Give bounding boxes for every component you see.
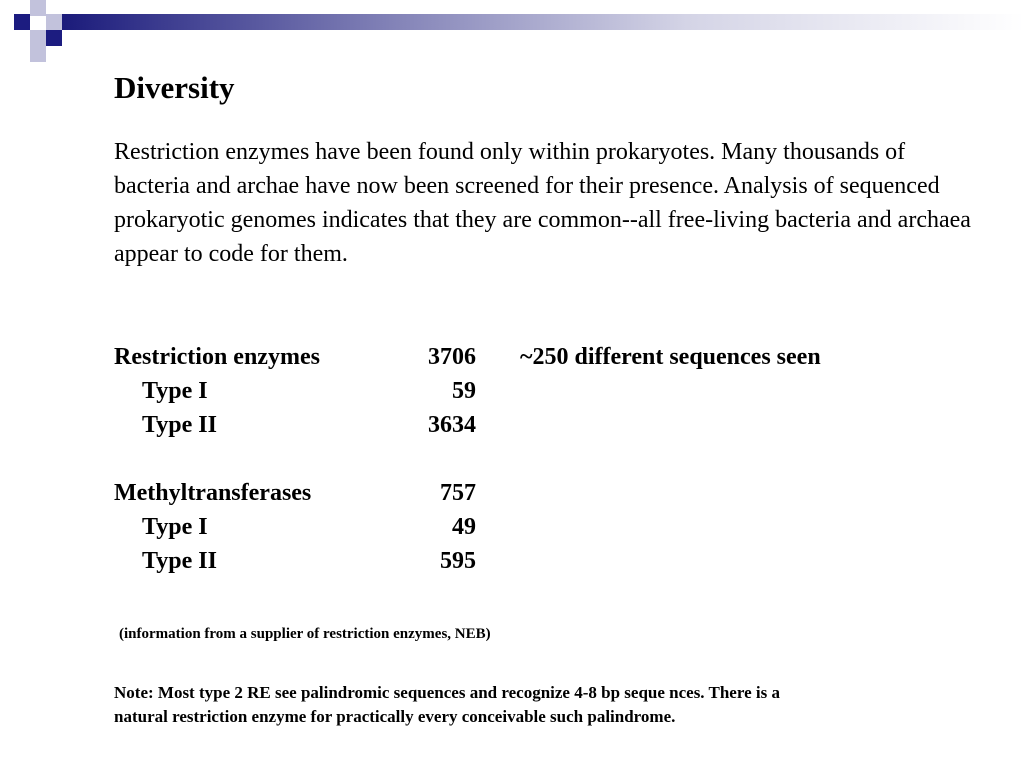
header-gradient-bar xyxy=(60,14,1024,30)
header-square-6 xyxy=(30,46,46,62)
enzyme-counts-table xyxy=(114,340,934,578)
header-square-4 xyxy=(30,30,46,46)
row-label: Type I xyxy=(142,378,208,404)
row-value: 595 xyxy=(440,548,476,574)
row-label: Methyltransferases xyxy=(114,480,312,506)
footnote xyxy=(114,681,954,729)
footnote-line-2: natural restriction enzyme for practically every conceivable such palindrome. xyxy=(114,707,676,726)
row-value: 3706 xyxy=(428,344,476,370)
table-row xyxy=(114,544,934,578)
row-value: 59 xyxy=(452,378,476,404)
table-spacer xyxy=(114,442,934,476)
header-square-5 xyxy=(46,30,62,46)
table-row xyxy=(114,408,934,442)
row-value: 49 xyxy=(452,514,476,540)
table-row xyxy=(114,340,934,374)
header-decoration xyxy=(0,0,1024,62)
intro-paragraph: Restriction enzymes have been found only within prokaryotes. Many thousands of bacteria and archae have now been screened for their presence. Analysis of sequenced prokaryotic genomes indicates that they are common--all free-living bacteria and archaea appear to code for them. xyxy=(114,139,971,267)
row-label: Restriction enzymes xyxy=(114,344,320,370)
table-row xyxy=(114,510,934,544)
header-square-1 xyxy=(14,14,30,30)
row-note: ~250 different sequences seen xyxy=(520,344,821,370)
row-value: 757 xyxy=(440,480,476,506)
table-row xyxy=(114,374,934,408)
header-square-2 xyxy=(30,0,46,16)
row-label: Type I xyxy=(142,514,208,540)
header-square-3 xyxy=(46,14,62,30)
row-label: Type II xyxy=(142,548,217,574)
footnote-line-1: Note: Most type 2 RE see palindromic sequences and recognize 4-8 bp seque nces. There is a xyxy=(114,683,780,702)
row-value: 3634 xyxy=(428,412,476,438)
source-citation: (information from a supplier of restriction enzymes, NEB) xyxy=(119,626,491,642)
row-label: Type II xyxy=(142,412,217,438)
table-row xyxy=(114,476,934,510)
slide-title: Diversity xyxy=(114,70,235,105)
